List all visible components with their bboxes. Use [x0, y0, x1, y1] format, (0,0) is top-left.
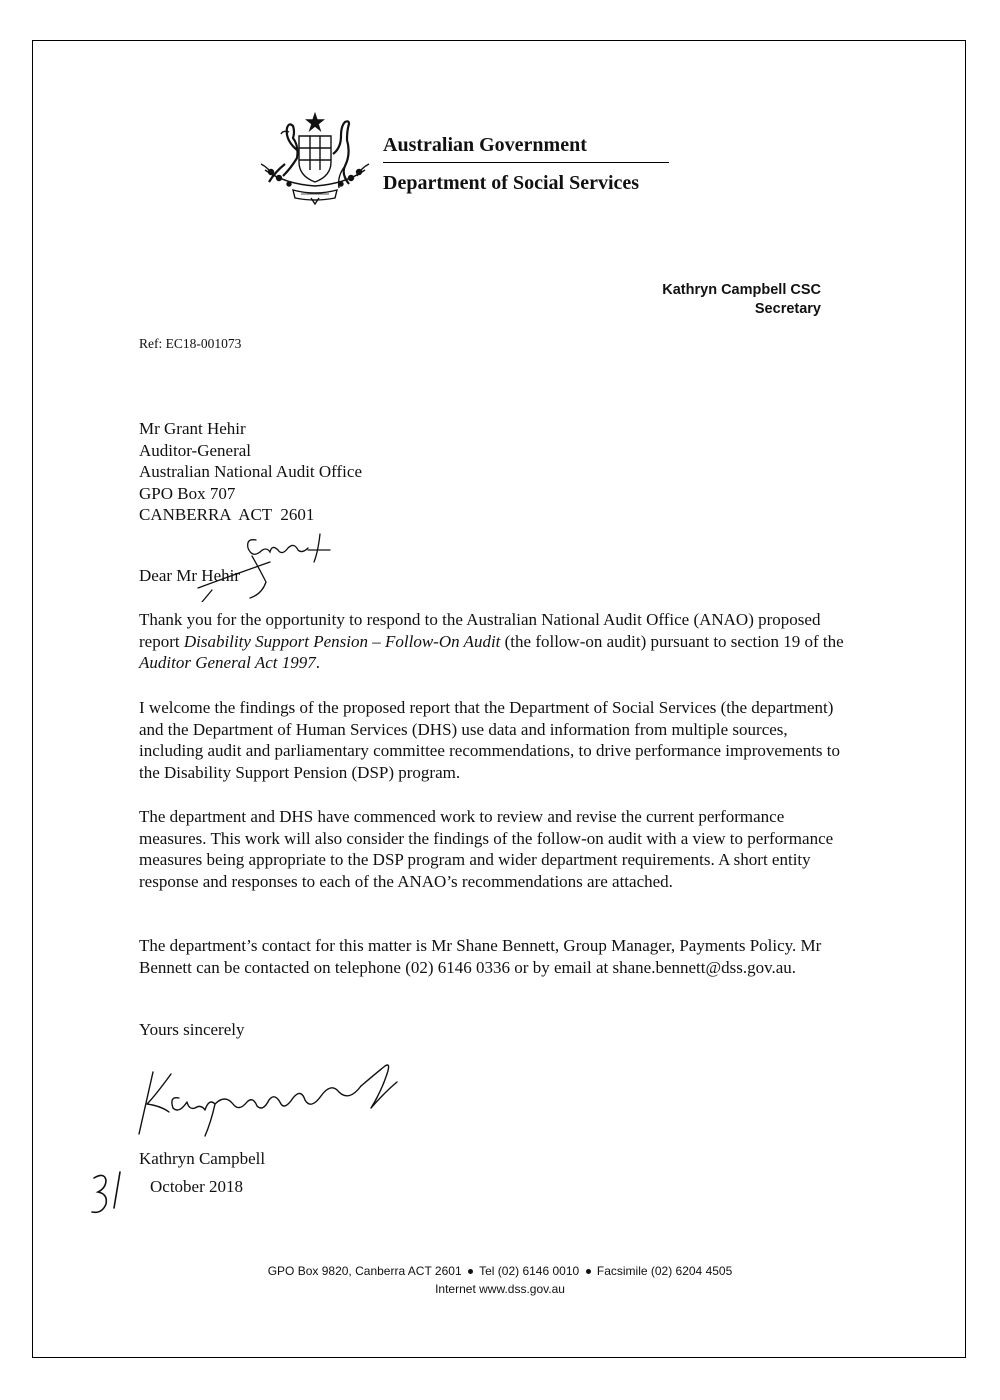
recipient-address	[139, 418, 362, 526]
reference-number: Ref: EC18-001073	[139, 336, 242, 351]
signer-name: Kathryn Campbell	[139, 1149, 266, 1168]
department-name: Department of Social Services	[383, 172, 640, 194]
sender-title: Secretary	[754, 301, 821, 317]
letterhead-divider	[383, 162, 669, 163]
bullet-icon	[468, 1269, 473, 1274]
coat-of-arms-logo	[255, 110, 375, 206]
p1-text-e: .	[315, 653, 320, 672]
footer-address: GPO Box 9820, Canberra ACT 2601	[267, 1264, 462, 1278]
footer-contact-line	[0, 1263, 1000, 1280]
footer-internet: Internet www.dss.gov.au	[435, 1282, 565, 1296]
p1-text-c: (the follow-on audit) pursuant to section 19 of the	[500, 631, 844, 651]
footer-facsimile: Facsimile (02) 6204 4505	[596, 1264, 733, 1278]
handwritten-grant-signature	[190, 522, 350, 602]
footer-telephone: Tel (02) 6146 0010	[479, 1264, 580, 1278]
handwritten-day	[88, 1168, 130, 1218]
salutation-struck-name: Mr Hehir	[176, 566, 241, 585]
kathryn-campbell-signature	[135, 1052, 455, 1142]
bullet-icon	[586, 1269, 591, 1274]
body-paragraph-1	[139, 609, 854, 674]
body-paragraph-3: The department and DHS have commenced work to review and revise the current performance measures. This work will also consider the findings of the follow-on audit with a view to performance measures being appropriate to the DSP program and wider department requirements. A short entity response and responses to each of the ANAO’s recommendations are attached.	[139, 807, 834, 891]
address-line: Auditor-General	[139, 440, 252, 460]
address-line: Mr Grant Hehir	[139, 419, 246, 438]
salutation-prefix: Dear	[139, 566, 177, 585]
body-paragraph-2: I welcome the findings of the proposed report that the Department of Social Services (the department) and the Department of Human Services (DHS) use data and information from multiple sources, including audit and parliamentary committee recommendations, to drive performance improvements to the Disability Support Pension (DSP) program.	[139, 698, 841, 782]
government-name: Australian Government	[383, 134, 587, 156]
body-paragraph-4: The department’s contact for this matter is Mr Shane Bennett, Group Manager, Payments Policy. Mr Bennett can be contacted on telephone (02) 6146 0336 or by email at shane.bennett@dss.gov.au.	[139, 936, 822, 977]
sender-name: Kathryn Campbell CSC	[662, 282, 821, 298]
p1-text-a: Thank you for the opportunity to respond to the Australian National Audit Office (ANAO) proposed report	[139, 610, 821, 651]
p1-report-title: Disability Support Pension – Follow-On Audit	[183, 631, 501, 651]
closing: Yours sincerely	[139, 1020, 245, 1039]
address-line: Australian National Audit Office	[139, 462, 362, 481]
address-line: GPO Box 707	[139, 483, 236, 503]
p1-act-title: Auditor General Act 1997	[139, 653, 316, 672]
sender-block	[662, 281, 821, 319]
date-month-year: October 2018	[150, 1177, 244, 1196]
address-line: CANBERRA ACT 2601	[139, 505, 315, 524]
